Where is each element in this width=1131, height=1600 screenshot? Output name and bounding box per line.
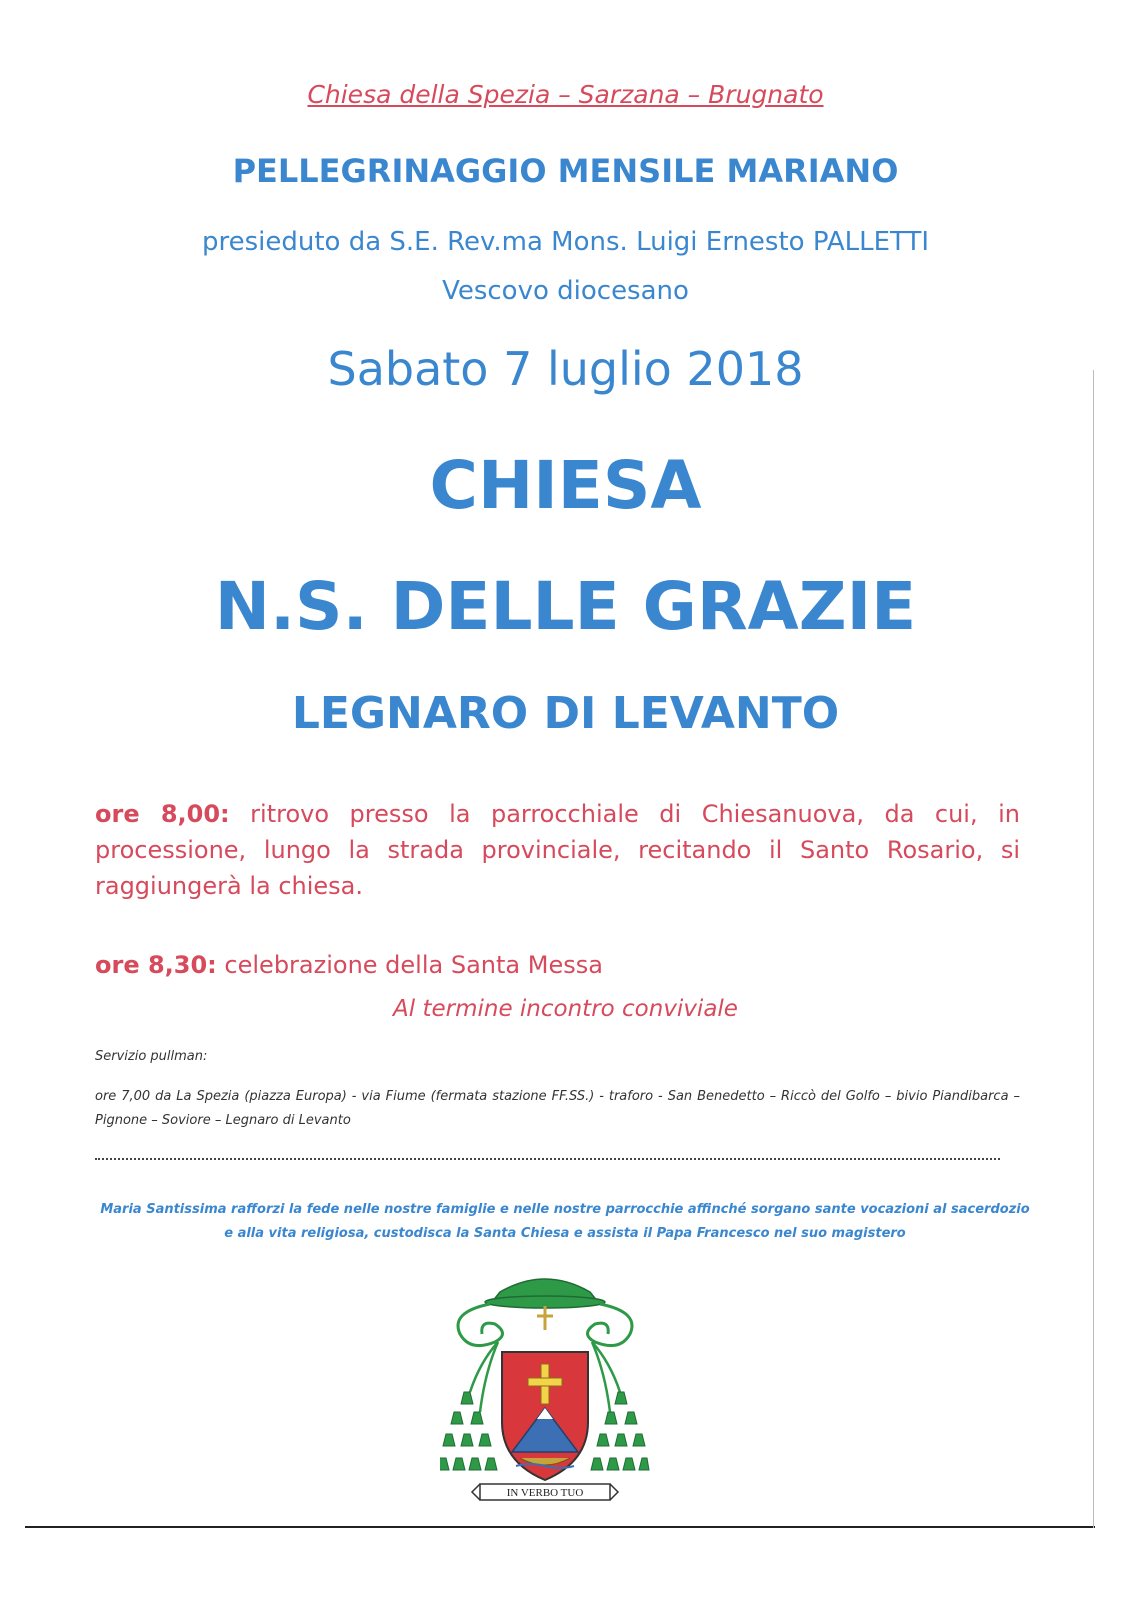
bus-route: ore 7,00 da La Spezia (piazza Europa) - via Fiume (fermata stazione FF.SS.) - traforo - San Benedetto – Riccò del Golfo – bivio Piandibarca – Pignone – Soviore – Legnaro di Levanto: [95, 1089, 1020, 1128]
schedule-time: ore 8,00:: [95, 800, 230, 828]
church-location: LEGNARO DI LEVANTO: [291, 688, 840, 739]
schedule-item: [95, 796, 1020, 904]
schedule-text: celebrazione della Santa Messa: [224, 951, 603, 979]
presided-by: presieduto da S.E. Rev.ma Mons. Luigi Ernesto PALLETTI: [201, 227, 930, 257]
prayer-text: Maria Santissima rafforzi la fede nelle nostre famiglie e nelle nostre parrocchie affinché sorgano sante vocazioni al sacerdozio e alla vita religiosa, custodisca la Santa Chiesa e assista il Papa Francesco nel suo magistero: [100, 1202, 1030, 1241]
church-name: N.S. DELLE GRAZIE: [214, 568, 917, 645]
closing-note: Al termine incontro conviviale: [393, 996, 738, 1022]
episcopal-coat-of-arms-icon: [440, 1272, 650, 1502]
event-date: Sabato 7 luglio 2018: [327, 342, 804, 396]
church-heading: CHIESA: [429, 447, 702, 524]
bishop-role: Vescovo diocesano: [442, 276, 689, 306]
schedule-time: ore 8,30:: [95, 951, 217, 979]
coat-motto: IN VERBO TUO: [506, 1487, 584, 1499]
diocese-name: Chiesa della Spezia – Sarzana – Brugnato: [307, 80, 824, 109]
right-margin-rule: [1093, 370, 1094, 1528]
schedule-item: [95, 947, 1020, 983]
bus-service-label: Servizio pullman:: [95, 1049, 208, 1064]
dotted-separator: [95, 1158, 1000, 1160]
schedule-text: ritrovo presso la parrocchiale di Chiesanuova, da cui, in processione, lungo la strada provinciale, recitando il Santo Rosario, si raggiungerà la chiesa.: [95, 800, 1020, 900]
bottom-rule: [25, 1526, 1095, 1528]
pilgrimage-title: PELLEGRINAGGIO MENSILE MARIANO: [232, 152, 899, 190]
